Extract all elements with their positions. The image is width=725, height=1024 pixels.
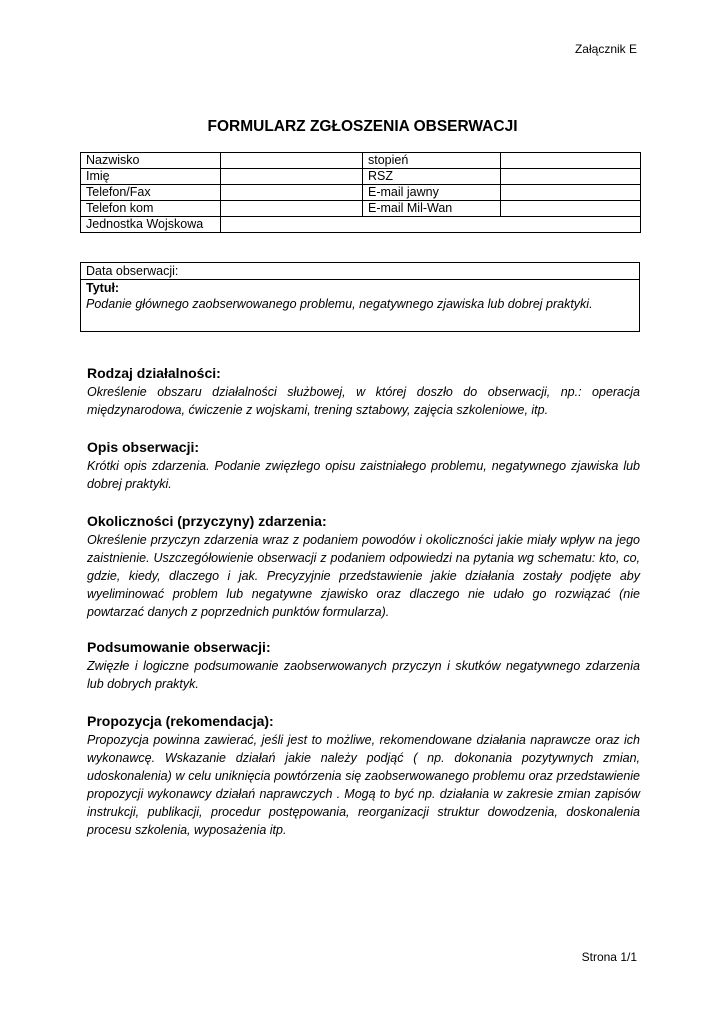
observation-title-description[interactable]: Podanie głównego zaobserwowanego problemu, negatywnego zjawiska lub dobrej praktyki. <box>86 297 593 311</box>
rsz-field[interactable] <box>501 169 641 185</box>
first-name-label: Imię <box>81 169 221 185</box>
military-unit-field[interactable] <box>221 217 641 233</box>
surname-field[interactable] <box>221 153 363 169</box>
rank-label: stopień <box>363 153 501 169</box>
observation-title-label: Tytuł: <box>86 281 120 295</box>
observation-box <box>80 262 640 332</box>
section-observation-description <box>87 438 640 493</box>
email-open-label: E-mail jawny <box>363 185 501 201</box>
section-recommendation <box>87 712 640 839</box>
phone-fax-field[interactable] <box>221 185 363 201</box>
mobile-phone-label: Telefon kom <box>81 201 221 217</box>
email-milwan-label: E-mail Mil-Wan <box>363 201 501 217</box>
section-heading: Propozycja (rekomendacja): <box>87 713 274 729</box>
mobile-phone-field[interactable] <box>221 201 363 217</box>
attachment-label: Załącznik E <box>574 42 637 56</box>
section-activity-type <box>87 364 640 419</box>
personal-info-table <box>80 152 641 233</box>
table-row <box>81 217 641 233</box>
section-heading: Opis obserwacji: <box>87 439 200 455</box>
table-row <box>81 185 641 201</box>
email-open-field[interactable] <box>501 185 641 201</box>
page-number: Strona 1/1 <box>581 950 637 964</box>
section-text: Zwięzłe i logiczne podsumowanie zaobserwowanych przyczyn i skutków negatywnego zdarzenia lub dobrych praktyk. <box>87 659 640 691</box>
form-title: FORMULARZ ZGŁOSZENIA OBSERWACJI <box>207 118 518 135</box>
section-summary <box>87 638 640 693</box>
section-circumstances <box>87 512 640 621</box>
section-heading: Podsumowanie obserwacji: <box>87 639 271 655</box>
section-text: Określenie obszaru działalności służbowej, w której doszło do obserwacji, np.: operacja międzynarodowa, ćwiczenie z wojskami, trening sztabowy, zajęcia szkoleniowe, itp. <box>87 385 640 417</box>
section-text: Krótki opis zdarzenia. Podanie zwięzłego opisu zaistniałego problemu, negatywnego zjawiska lub dobrej praktyki. <box>87 459 640 491</box>
observation-date-label[interactable]: Data obserwacji: <box>81 263 639 280</box>
table-row <box>81 153 641 169</box>
rsz-label: RSZ <box>363 169 501 185</box>
rank-field[interactable] <box>501 153 641 169</box>
surname-label: Nazwisko <box>81 153 221 169</box>
first-name-field[interactable] <box>221 169 363 185</box>
section-heading: Okoliczności (przyczyny) zdarzenia: <box>87 513 327 529</box>
military-unit-label: Jednostka Wojskowa <box>81 217 221 233</box>
phone-fax-label: Telefon/Fax <box>81 185 221 201</box>
table-row <box>81 169 641 185</box>
section-text: Propozycja powinna zawierać, jeśli jest to możliwe, rekomendowane działania naprawcze oraz ich wykonawcę. Wskazanie działań jakie należy podjąć ( np. dokonania pozytywnych zmian, udoskonalenia) w celu uniknięcia powtórzenia się zaobserwowanego problemu oraz przedstawienie propozycji wykonawcy działań naprawczych . Mogą to być np. działania w zakresie zmian zapisów instrukcji, publikacji, procedur postępowania, reorganizacji struktur dowodzenia, doskonalenia procesu szkolenia, wyposażenia itp. <box>87 733 640 837</box>
email-milwan-field[interactable] <box>501 201 641 217</box>
section-heading: Rodzaj działalności: <box>87 365 221 381</box>
section-text: Określenie przyczyn zdarzenia wraz z podaniem powodów i okoliczności jakie miały wpływ na jego zaistnienie. Uszczegółowienie obserwacji z podaniem odpowiedzi na pytania wg schematu: kto, co, gdzie, kiedy, dlaczego i jak. Precyzyjnie przedstawienie jakie działania zostały podjęte aby wyeliminować problem lub negatywne zjawisko oraz dlaczego nie udało go rozwiązać (nie powtarzać danych z poprzednich punktów formularza). <box>87 533 640 619</box>
table-row <box>81 201 641 217</box>
